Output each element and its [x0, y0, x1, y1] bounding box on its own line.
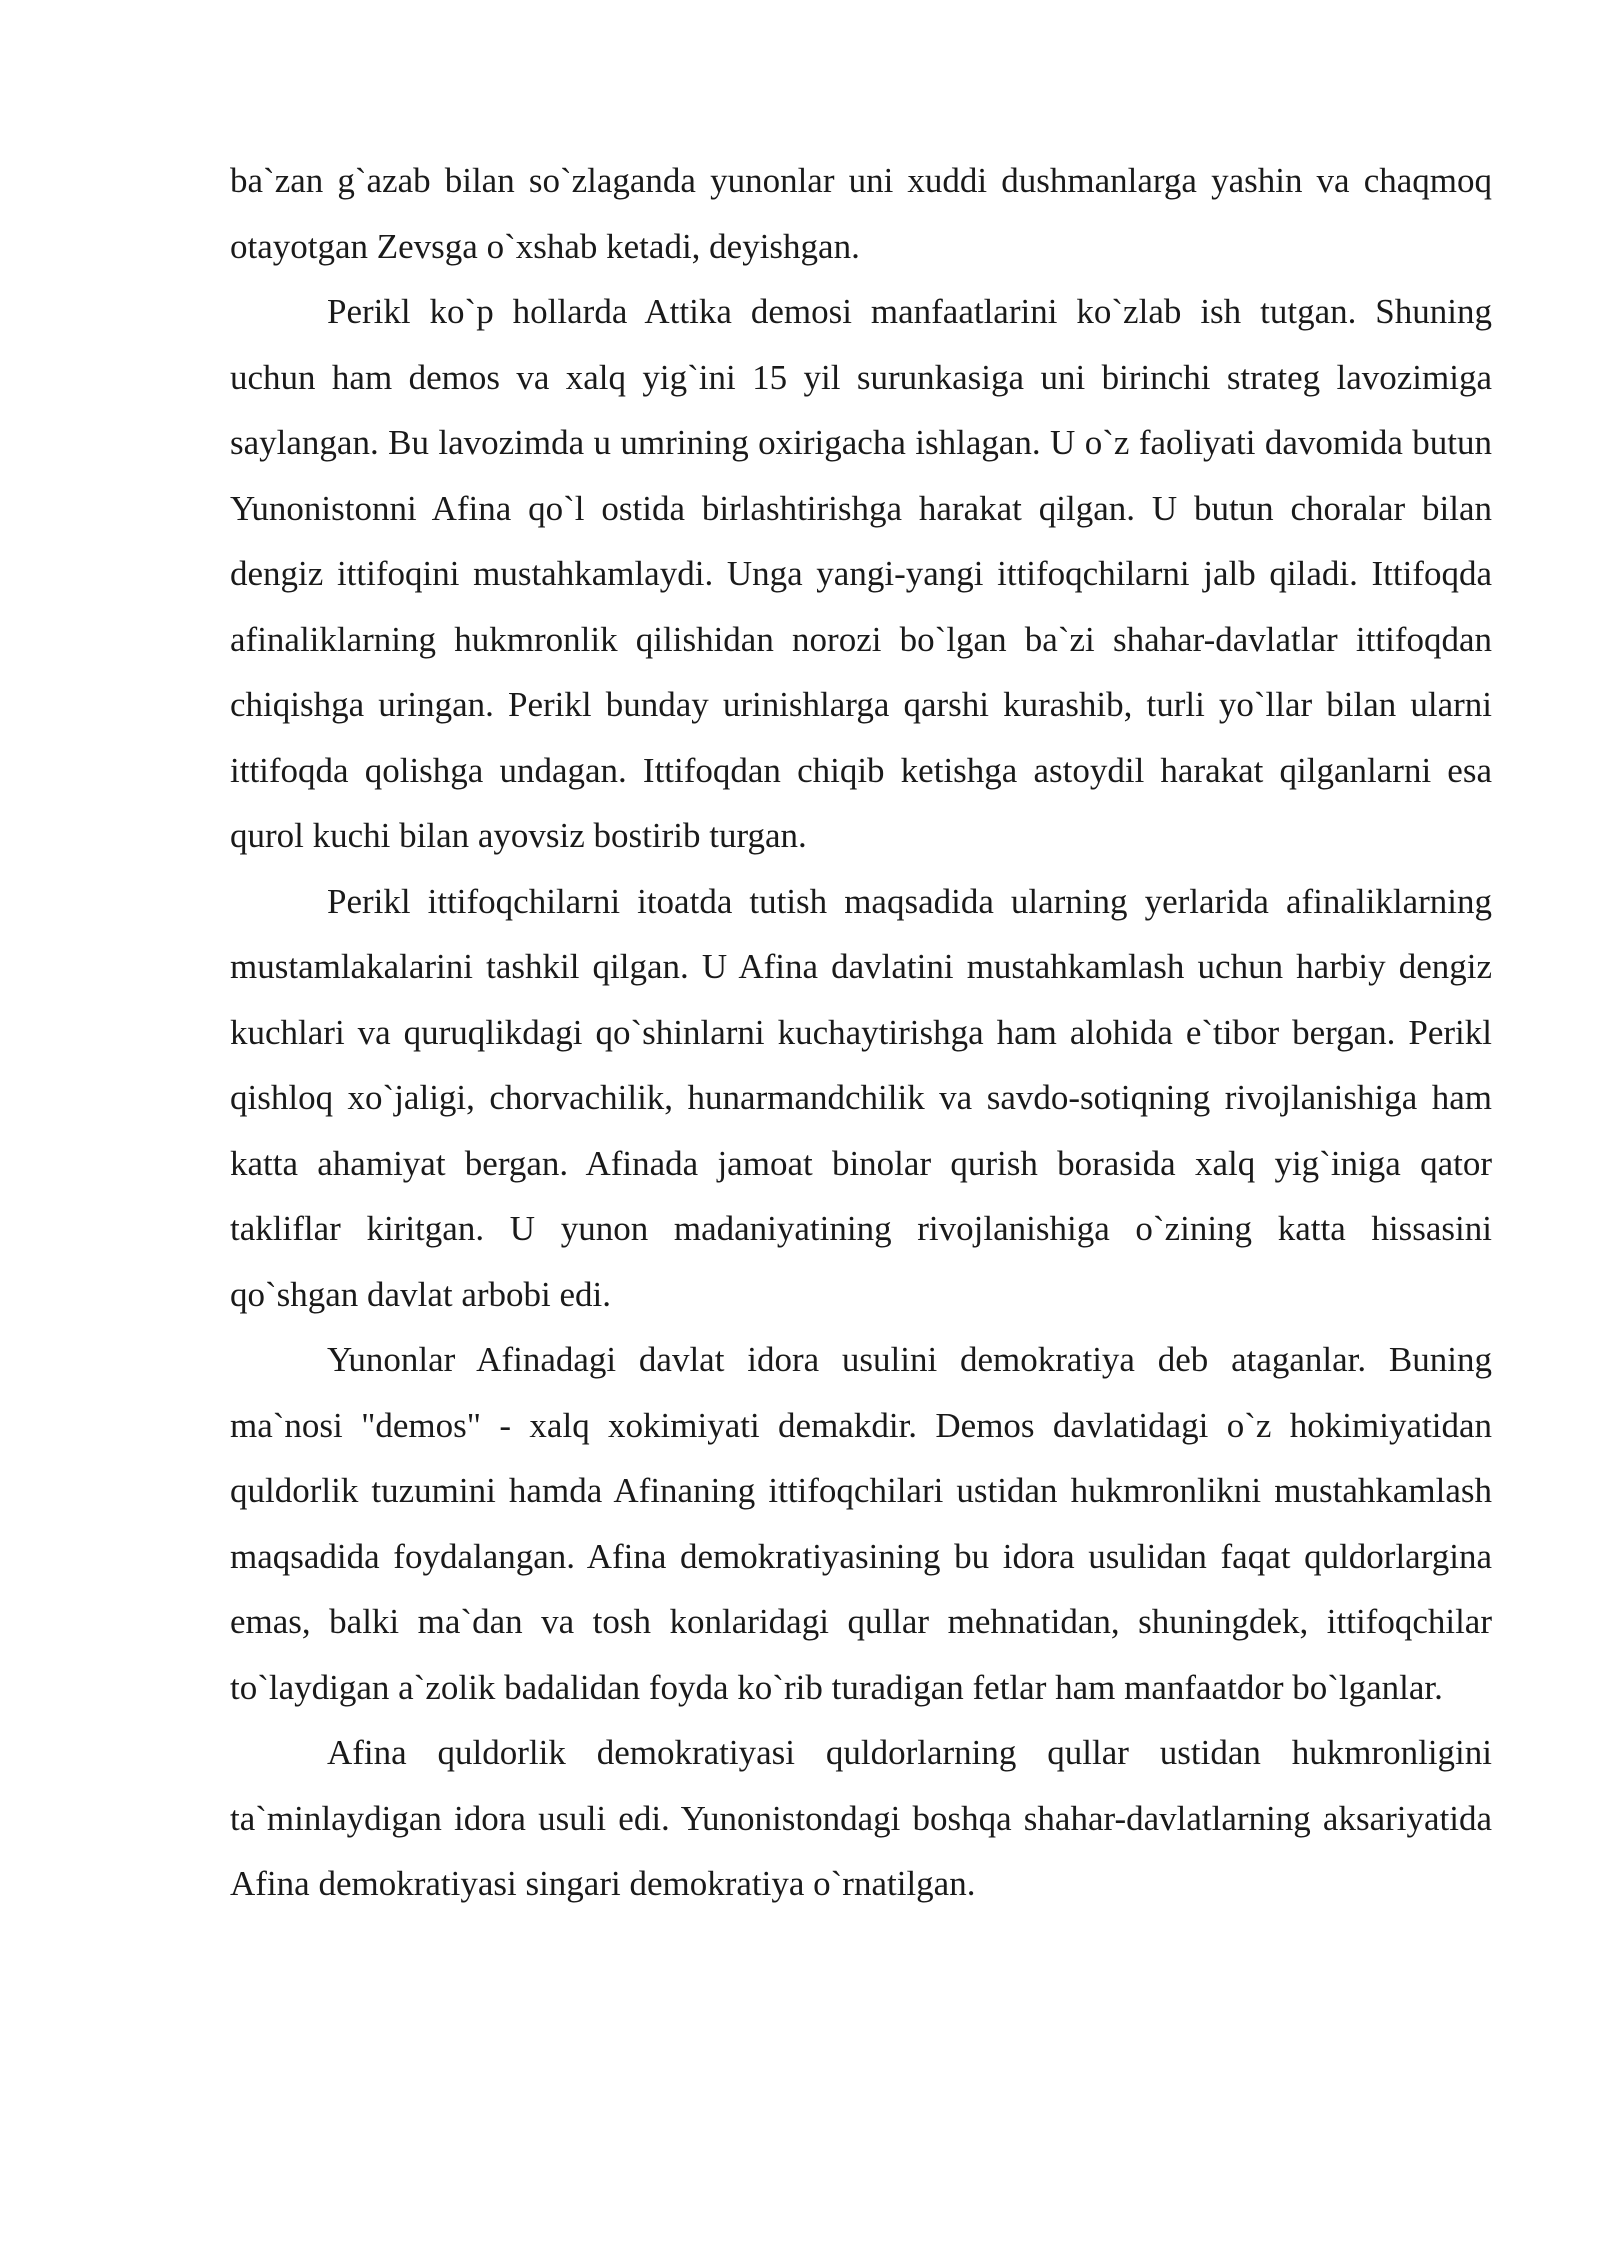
- paragraph-4: Yunonlar Afinadagi davlat idora usulini demokratiya deb ataganlar. Buning ma`nosi "demos" - xalq xokimiyati demakdir. Demos davlatidagi o`z hokimiyatidan quldorlik tuzumini hamda Afinaning ittifoqchilari ustidan hukmronlikni mustahkamlash maqsadida foydalangan. Afina demokratiyasining bu idora usulidan faqat quldorlargina emas, balki ma`dan va tosh konlaridagi qullar mehnatidan, shuningdek, ittifoqchilar to`laydigan a`zolik badalidan foyda ko`rib turadigan fetlar ham manfaatdor bo`lganlar.: [230, 1340, 1492, 1707]
- document-body: [230, 148, 1492, 1917]
- paragraph-1: ba`zan g`azab bilan so`zlaganda yunonlar uni xuddi dushmanlarga yashin va chaqmoq otayotgan Zevsga o`xshab ketadi, deyishgan.: [230, 161, 1492, 266]
- paragraph-5: Afina quldorlik demokratiyasi quldorlarning qullar ustidan hukmronligini ta`minlaydigan idora usuli edi. Yunonistondagi boshqa shahar-davlatlarning aksariyatida Afina demokratiyasi singari demokratiya o`rnatilgan.: [230, 1733, 1492, 1903]
- paragraph-2: Perikl ko`p hollarda Attika demosi manfaatlarini ko`zlab ish tutgan. Shuning uchun ham demos va xalq yig`ini 15 yil surunkasiga uni birinchi strateg lavozimiga saylangan. Bu lavozimda u umrining oxirigacha ishlagan. U o`z faoliyati davomida butun Yunonistonni Afina qo`l ostida birlashtirishga harakat qilgan. U butun choralar bilan dengiz ittifoqini mustahkamlaydi. Unga yangi-yangi ittifoqchilarni jalb qiladi. Ittifoqda afinaliklarning hukmronlik qilishidan norozi bo`lgan ba`zi shahar-davlatlar ittifoqdan chiqishga uringan. Perikl bunday urinishlarga qarshi kurashib, turli yo`llar bilan ularni ittifoqda qolishga undagan. Ittifoqdan chiqib ketishga astoydil harakat qilganlarni esa qurol kuchi bilan ayovsiz bostirib turgan.: [230, 292, 1492, 855]
- paragraph-3: Perikl ittifoqchilarni itoatda tutish maqsadida ularning yerlarida afinaliklarning mustamlakalarini tashkil qilgan. U Afina davlatini mustahkamlash uchun harbiy dengiz kuchlari va quruqlikdagi qo`shinlarni kuchaytirishga ham alohida e`tibor bergan. Perikl qishloq xo`jaligi, chorvachilik, hunarmandchilik va savdo-sotiqning rivojlanishiga ham katta ahamiyat bergan. Afinada jamoat binolar qurish borasida xalq yig`iniga qator takliflar kiritgan. U yunon madaniyatining rivojlanishiga o`zining katta hissasini qo`shgan davlat arbobi edi.: [230, 881, 1492, 1314]
